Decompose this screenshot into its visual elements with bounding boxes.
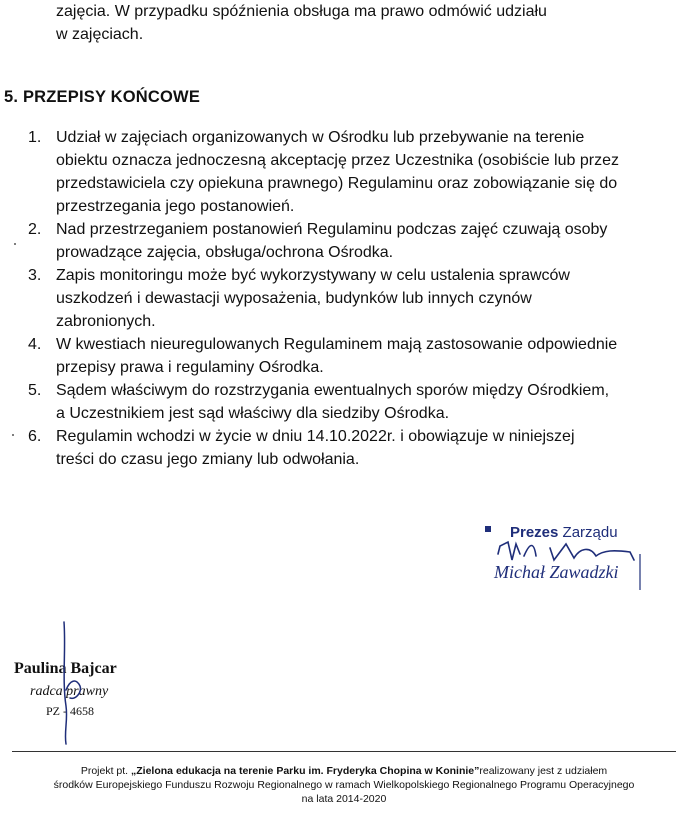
item-line: Nad przestrzeganiem postanowień Regulaminu podczas zajęć czuwają osoby (56, 221, 608, 238)
president-stamp (480, 520, 670, 600)
item-line: W kwestiach nieuregulowanych Regulaminem mają zastosowanie odpowiednie (56, 336, 618, 353)
counsel-signature-icon (40, 620, 100, 748)
item-number: 5. (28, 382, 42, 399)
item-line: Zapis monitoringu może być wykorzystywany w celu ustalenia sprawców (56, 267, 570, 284)
scan-speck (14, 243, 16, 245)
footer-line-1 (10, 764, 678, 778)
footer-line-3: na lata 2014-2020 (301, 793, 387, 805)
counsel-role: radca prawny (30, 684, 109, 699)
item-line: prowadzące zajęcia, obsługa/ochrona Ośrodka. (56, 244, 394, 261)
item-line: przepisy prawa i regulaminy Ośrodka. (56, 359, 324, 376)
item-text (56, 425, 676, 471)
item-line: Sądem właściwym do rozstrzygania ewentualnych sporów między Ośrodkiem, (56, 382, 610, 399)
item-line: treści do czasu jego zmiany lub odwołania. (56, 451, 360, 468)
stamp-name: Michał Zawadzki (494, 562, 619, 582)
item-line: Udział w zajęciach organizowanych w Ośrodku lub przebywanie na terenie (56, 129, 585, 146)
counsel-number: PZ - 4658 (46, 704, 94, 718)
item-text (56, 264, 676, 333)
item-line: przedstawiciela czy opiekuna prawnego) Regulaminu oraz zobowiązanie się do (56, 175, 618, 192)
item-line: zabronionych. (56, 313, 156, 330)
item-number: 4. (28, 336, 42, 353)
item-text (56, 333, 676, 379)
president-signature-icon (480, 520, 670, 600)
item-number: 6. (28, 428, 42, 445)
stamp-title-rest: Zarządu (562, 524, 618, 541)
item-line: uszkodzeń i dewastacji wyposażenia, budynków lub innych czynów (56, 290, 532, 307)
footer-line-2: środków Europejskiego Funduszu Rozwoju Regionalnego w ramach Wielkopolskiego Regionalnego Programu Operacyjnego (53, 779, 635, 791)
footer-prefix: Projekt pt. (80, 765, 132, 777)
item-number: 3. (28, 267, 42, 284)
footer (10, 764, 678, 806)
footer-line1-rest: realizowany jest z udziałem (479, 765, 608, 777)
counsel-name: Paulina Bajcar (14, 660, 117, 677)
item-text (56, 379, 676, 425)
continuation-line-1: zajęcia. W przypadku spóźnienia obsługa ma prawo odmówić udziału (56, 3, 547, 20)
item-line: przestrzegania jego postanowień. (56, 198, 295, 215)
item-number: 2. (28, 221, 42, 238)
item-text (56, 126, 676, 218)
footer-project-name: „Zielona edukacja na terenie Parku im. Fryderyka Chopina w Koninie” (131, 765, 480, 777)
item-line: a Uczestnikiem jest sąd właściwy dla siedziby Ośrodka. (56, 405, 450, 422)
item-line: obiektu oznacza jednoczesną akceptację przez Uczestnika (osobiście lub przez (56, 152, 619, 169)
scan-speck (12, 434, 14, 436)
stamp-title-bold: Prezes (510, 524, 559, 541)
item-line: Regulamin wchodzi w życie w dniu 14.10.2022r. i obowiązuje w niniejszej (56, 428, 575, 445)
item-number: 1. (28, 129, 42, 146)
continuation-line-2: w zajęciach. (56, 26, 144, 43)
item-text (56, 218, 676, 264)
section-heading: 5. PRZEPISY KOŃCOWE (4, 88, 201, 106)
footer-divider (12, 751, 676, 752)
